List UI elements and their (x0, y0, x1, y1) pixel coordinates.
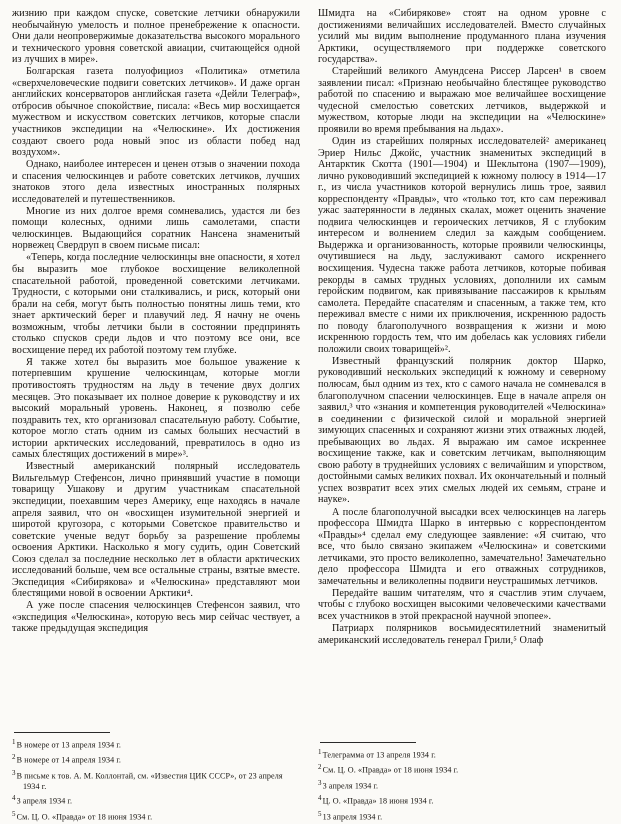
paragraph: Известный французский полярник доктор Шарко, руководивший нескольких экспедиций к южному и северному полюсам, был одним из тех, кто с самого начала не сомневался в благополучном спасении челюскинцев. Еще в начале апреля он заявил,³ что «знания и компетенция руководителей «Челюскина» в соединении с физической силой и моральной энергией зимующих спасенных и сохраняют жизни этих отважных людей, пребывающих во льдах. Я выражаю им самое искреннее восхищение также, как и советским летчикам, выполняющим свою работу в труднейших условиях с величайшим и упорством, достойными самых великих похвал. Их окончательный и полный успех возвратит всех этих смелых людей их семьям, стране и науке». (318, 355, 606, 506)
paragraph: Один из старейших полярных исследователей² американец Эриер Нильс Джойс, участник знаменитых экспедиций в Антарктик Скотта (1901—1904) и Шеклытона (1907—1909), лично руководивший экспедицией к южному полюсу в 1914—17 г., из числа участников которой вернулись лишь трое, заявил корреспонденту «Правды», что «только тот, кто сам переживал ужас заатерянности в ледяных скалах, может оценить значение подвига челюскинцев и героических летчиков, Я с глубоким интересом и волнением следил за каждым сообщением. Выдержка и организованность, которые проявили челюскинцы, очутившиеся на льду, заслуживают самого искреннего восхищения. Чудесна также работа летчиков, которые побивая рекорды в самых трудных условиях, дополнили их самым геройским подвигом, как привязывание пассажиров к крыльям самолета. Передайте спасателям и спасенным, а также тем, кто переживал вместе с ними их приключения, искреннюю радость по поводу благополучного возвращения к жизни и мою искреннюю гордость тем, что им добелась как условиях гибели положили своих товарищей»². (318, 136, 606, 355)
footnote: $^3$3 апреля 1934 г. (318, 778, 379, 791)
paragraph: Многие из них долгое время сомневались, удастся ли без помощи колесных, одними лишь самолетами, спасти челюскинцев. Выдающийся соратник Нансена знаменитый норвежец Свердруп в своем письме писал: (12, 205, 300, 252)
left-column-body (12, 8, 300, 636)
footnote-text: См. Ц. О. «Правда» от 18 июня 1934 г. (16, 812, 153, 822)
paragraph: Старейший великого Амундсена Риссер Ларсен¹ в своем заявлении писал: «Признаю необычайно блестящее руководство работой по спасению и выражаю мое величайшее восхищение чудесной смелостью советских летчиков, выдержкой и мужеством, которые люди на экспедиции на «Челюскине» проявили во время пребывания на льдах». (318, 66, 606, 135)
footnote-text: В письме к тов. А. М. Коллонтай, см. «Известия ЦИК СССР», от 23 апреля 1934 г. (16, 771, 283, 791)
paragraph: Болгарская газета полуофициоз «Политика» отметила «сверхчеловеческие подвиги советских летчиков». И даже орган английских консерваторов английская газета «Дейли Телеграф», отбросив обычное спокойствие, писала: «Весь мир восхищается мужеством и искусством советских летчиков, которые спасли участников экспедиции на «Челюскине». Их достижения создают своего рода новый эпос из области побед над воздухом». (12, 66, 300, 159)
left-column-footnotes (12, 726, 300, 824)
paragraph: Однако, наиболее интересен и ценен отзыв о значении похода и спасения челюскинцев и работе советских летчиков, лучших знатоков этого дела известных иностранных полярных исследователей и путешественников. (12, 159, 300, 205)
paragraph: жизнию при каждом спуске, советские летчики обнаружили необычайную умелость и полное пренебрежение к опасности. Они дали неопровержимые доказательства высокого морального и технического уровня советской авиации, считающейся одной из лучших в мире». (12, 8, 300, 66)
footnote: $^2$См. Ц. О. «Правда» от 18 июня 1934 г. (318, 763, 459, 776)
paragraph: А уже после спасения челюскинцев Стефенсон заявил, что «экспедиция «Челюскина», которую весь мир сейчас чествует, а также предыдущая экспедиция (12, 600, 300, 635)
paragraph: Передайте вашим читателям, что я счастлив этим случаем, чтобы с глубоко восхищен высокими человеческими качествами всех участников в этой прекрасной научной эпопее». (318, 587, 606, 622)
footnote: $^3$В письме к тов. А. М. Коллонтай, см. «Известия ЦИК СССР», от 23 апреля 1934 г. (12, 768, 283, 791)
footnote: $^1$В номере от 13 апреля 1934 г. (12, 737, 122, 750)
footnote-separator (14, 732, 110, 733)
right-column-body (318, 8, 606, 647)
footnote-text: 3 апреля 1934 г. (322, 781, 379, 791)
footnote-text: 3 апреля 1934 г. (16, 796, 73, 806)
footnote: $^4$Ц. О. «Правда» 18 июня 1934 г. (318, 794, 434, 806)
footnote-text: В номере от 13 апреля 1934 г. (16, 740, 122, 750)
paragraph: Известный американский полярный исследователь Вильгельмур Стефенсон, лично принявший участие в помощи товарищу Ушакову и другим участникам спасательной экспедиции, поехавшим через Америку, еще находясь в начале апреля заявил, что он «восхищен изумительной энергией и широтой кругозора, с которыми Советское правительство и советские ученые ведут борьбу за разрешение проблемы освоения Арктики. Насколько я могу судить, один Советский Союз сделал за последние несколько лет в области арктических исследований больше, чем все остальные страны, взятые вместе. Экспедиция «Сибирякова» и «Челюскина» представляют мои блестящими новой в освоении Арктики⁴. (12, 461, 300, 600)
footnote-text: См. Ц. О. «Правда» от 18 июня 1934 г. (322, 766, 459, 776)
footnote: $^1$Телеграмма от 13 апреля 1934 г. (318, 748, 436, 760)
footnote: $^5$13 апреля 1934 г. (318, 809, 383, 822)
paragraph: А после благополучной высадки всех челюскинцев на лагерь профессора Шмидта Шарко в интервью с корреспондентом «Правды»⁴ сделал ему следующее заявление: «Я считаю, что все, что было связано экипажем «Челюскина» и советскими летчиками, это просто великолепно, замечательно! Замечательно дело профессора Шмидта и его отважных сотрудников, замечательны и великолепны подвиги неустрашимых летчиков. (318, 506, 606, 587)
paragraph: Патриарх полярников восьмидесятилетний знаменитый американский исследователь генерал Грили,⁵ Олаф (318, 622, 606, 646)
footnote: $^4$3 апреля 1934 г. (12, 794, 73, 806)
footnote-text: Ц. О. «Правда» 18 июня 1934 г. (322, 796, 434, 806)
footnote: $^5$См. Ц. О. «Правда» от 18 июня 1934 г. (12, 809, 153, 822)
paragraph: Шмидта на «Сибирякове» стоят на одном уровне с достижениями величайших исследователей. Вместо случайных усилий мы видим выполнение продуманного плана изучения Арктики, осуществляемого при поддержке советского государства». (318, 8, 606, 66)
footnote: $^2$В номере от 14 апреля 1934 г. (12, 753, 122, 765)
footnote-separator (320, 742, 416, 743)
right-column-footnotes (318, 736, 606, 824)
footnote-text: В номере от 14 апреля 1934 г. (16, 755, 122, 765)
right-column (318, 8, 606, 824)
paragraph: Я также хотел бы выразить мое большое уважение к потерпевшим крушение челюскинцам, которые могли противостоять трудностям на льду в течение двух долгих месяцев. Это показывает их полное доверие к руководству и их высокий моральный уровень. Наконец, я позволю себе поздравить тех, кто организовал спасательную работу. Событие, которое могло стать одним из самых больших несчастий в истории арктических исследований, превратилось в одно из самых блестящих достижений в мире»³. (12, 356, 300, 461)
left-column (12, 8, 300, 824)
footnote-text: Телеграмма от 13 апреля 1934 г. (322, 750, 436, 760)
footnote-text: 13 апреля 1934 г. (322, 812, 383, 822)
paragraph: «Теперь, когда последние челюскинцы вне опасности, я хотел бы выразить мое глубокое восхищение великолепной спасательной работой, проведенной советскими летчиками. Трудности, с которыми они сталкивались, и риск, который они брали на себя, могут быть полностью понятны лишь теми, кто знает арктический берег и плавучий лед. Я начну не очень возможным, чтобы летчики были в состоянии предпринять столько спусков среди льдов и что поэтому все они, все восхищение перед их работой поэтому тем глубже. (12, 252, 300, 356)
